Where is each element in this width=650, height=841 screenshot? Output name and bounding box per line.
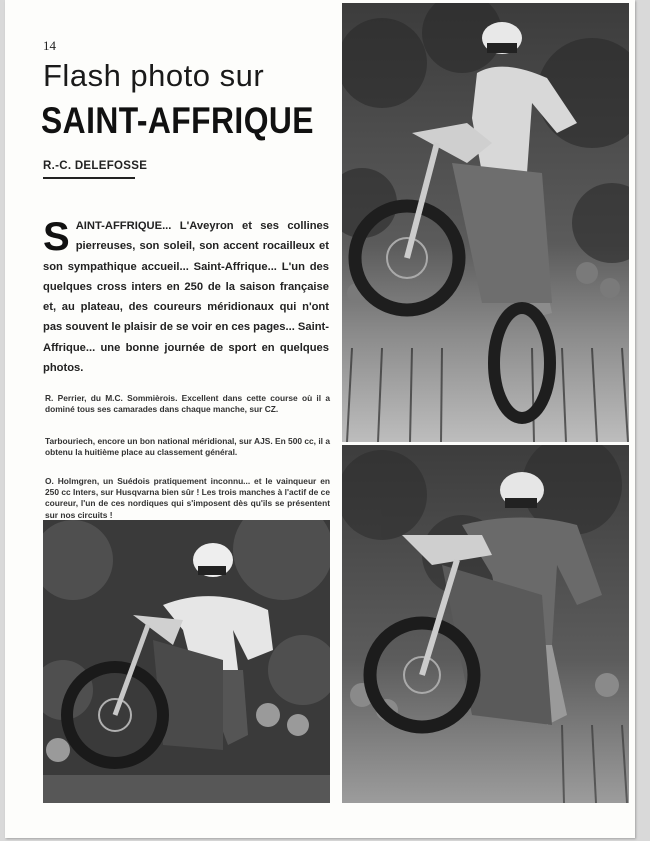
author-byline: R.-C. DELEFOSSE — [43, 160, 148, 172]
intro-paragraph — [43, 216, 329, 378]
caption-tarbouriech: Tarbouriech, encore un bon national méridional, sur AJS. En 500 cc, il a obtenu la huitième place au classement général. — [45, 436, 330, 458]
caption-perrier: R. Perrier, du M.C. Sommièrois. Excellent dans cette course où il a dominé tous ses camarades dans chaque manche, sur CZ. — [45, 393, 330, 415]
photo-holmgren-image — [43, 520, 330, 803]
title-line-2: SAINT-AFFRIQUE — [41, 100, 314, 141]
photo-perrier-image — [342, 3, 629, 442]
page-number: 14 — [43, 38, 56, 53]
photo-holmgren — [43, 520, 330, 803]
photo-tarbouriech-image — [342, 445, 629, 803]
drop-cap: S — [43, 215, 70, 259]
caption-holmgren: O. Holmgren, un Suédois pratiquement inconnu... et le vainqueur en 250 cc Inters, sur Husqvarna bien sûr ! Les trois manches à l'actif de ce coureur, l'un de ces nordiques qui s'imposent dès qu'ils se présentent sur nos circuits ! — [45, 476, 330, 520]
photo-perrier — [342, 3, 629, 442]
intro-text: AINT-AFFRIQUE... L'Aveyron et ses collines pierreuses, son soleil, son accent rocailleux et son sympathique accueil... Saint-Affrique... L'un des quelques cross inters en 250 de la saison française et, au plateau, des coureurs méridionaux qui n'ont pas souvent le plaisir de se voir en ces pages... Saint-Affrique... une bonne journée de sport en quelques photos. — [43, 220, 330, 375]
photo-tarbouriech — [342, 445, 629, 803]
magazine-page — [5, 0, 635, 838]
title-line-1: Flash photo sur — [43, 58, 265, 93]
author-underline — [43, 177, 135, 179]
